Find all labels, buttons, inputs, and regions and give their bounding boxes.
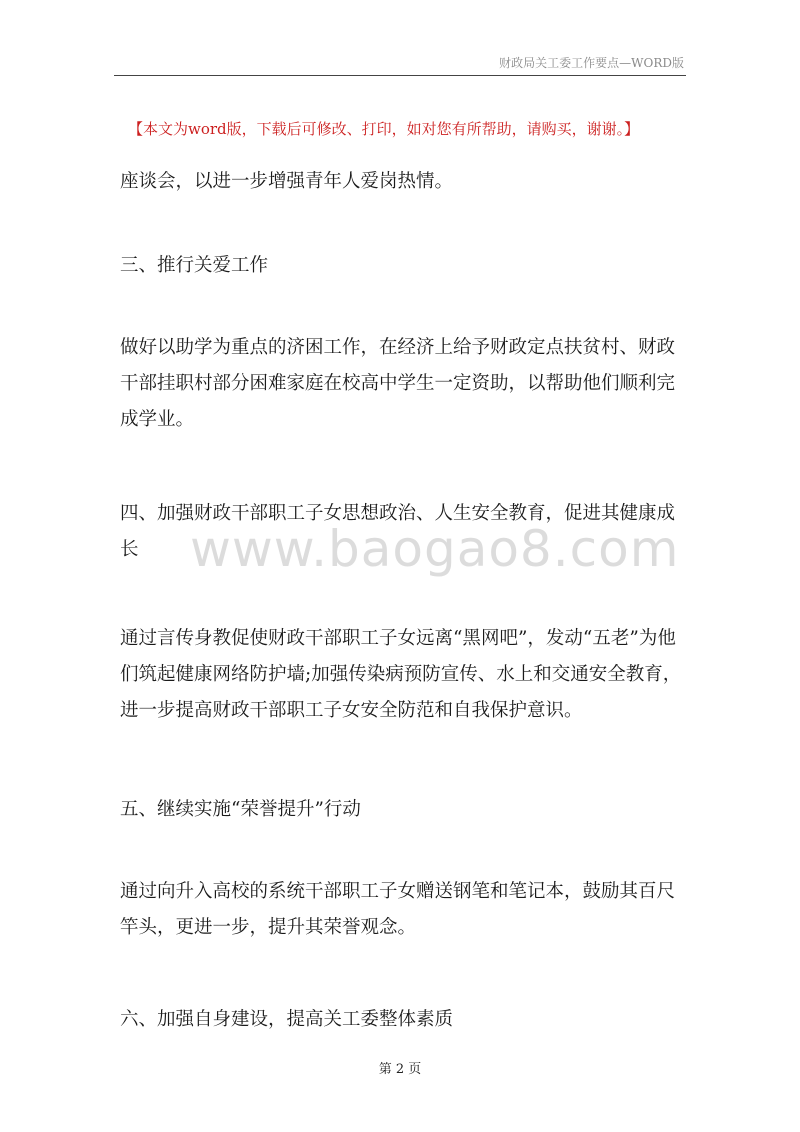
watermark: www.baogao8.com: [190, 520, 680, 578]
header-divider: [114, 75, 686, 76]
page-number: 第 2 页: [378, 1062, 422, 1077]
heading-text: 五、继续实施“荣誉提升”行动: [120, 799, 361, 820]
paragraph-text: 做好以助学为重点的济困工作，在经济上给予财政定点扶贫村、财政干部挂职村部分困难家庭在校高中学生一定资助，以帮助他们顺利完成学业。: [120, 337, 676, 430]
section-heading-3: [120, 248, 690, 284]
heading-text: 四、加强财政干部职工子女思想政治、人生安全教育，促进其健康成长: [120, 503, 676, 560]
section-heading-6: [120, 1002, 690, 1038]
paragraph-text: 通过向升入高校的系统干部职工子女赠送钢笔和笔记本，鼓励其百尺竿头，更进一步，提升其荣誉观念。: [120, 881, 676, 938]
paragraph-continuation: [120, 164, 690, 200]
heading-text: 三、推行关爱工作: [120, 255, 269, 276]
paragraph-section-5: [120, 874, 690, 946]
paragraph-text: 座谈会，以进一步增强青年人爱岗热情。: [120, 171, 454, 192]
paragraph-section-4: [120, 621, 690, 729]
paragraph-text: 通过言传身教促使财政干部职工子女远离“黑网吧”，发动“五老”为他们筑起健康网络防护墙;加强传染病预防宣传、水上和交通安全教育，进一步提高财政干部职工子女安全防范和自我保护意识。: [120, 628, 682, 721]
heading-text: 六、加强自身建设，提高关工委整体素质: [120, 1009, 454, 1030]
section-heading-5: [120, 792, 690, 828]
header-title: 财政局关工委工作要点—WORD版: [499, 56, 684, 70]
purchase-notice: 【本文为word版，下载后可修改、打印，如对您有所帮助，请购买，谢谢。】: [128, 120, 640, 138]
paragraph-section-3: [120, 330, 690, 438]
